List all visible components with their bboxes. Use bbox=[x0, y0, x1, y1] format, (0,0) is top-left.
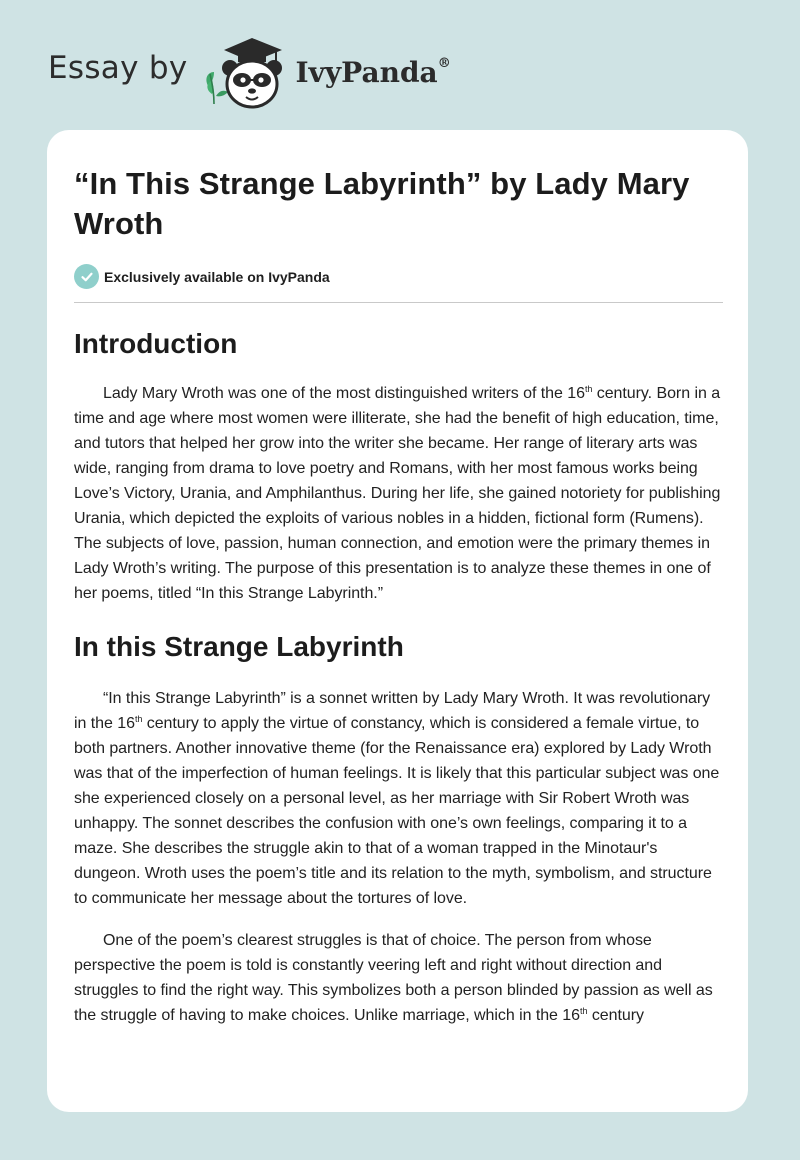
divider bbox=[74, 302, 723, 303]
section-heading-labyrinth: In this Strange Labyrinth bbox=[74, 631, 404, 662]
paragraph: Lady Mary Wroth was one of the most distinguished writers of the 16th century. Born in a time and age where most women were illiterate, she had the benefit of high education, time, and tutors that helped her grow into the writer she became. Her range of literary arts was wide, ranging from drama to love poetry and Romans, with her most famous works being Love’s Victory, Urania, and Amphilanthus. During her life, she gained notoriety for publishing Urania, which depicted the exploits of various nobles in a hidden, fictional form (Rumens). The subjects of love, passion, human connection, and emotion were the primary themes in Lady Wroth’s writing. The purpose of this presentation is to analyze these themes in one of her poems, titled “In this Strange Labyrinth.” bbox=[74, 384, 721, 602]
essay-card bbox=[47, 130, 748, 1112]
brand-name: IvyPanda® bbox=[295, 55, 451, 89]
exclusive-badge-label: Exclusively available on IvyPanda bbox=[104, 268, 330, 285]
panda-graduation-cap-icon bbox=[202, 34, 290, 114]
registered-mark: ® bbox=[437, 56, 451, 72]
paragraph: One of the poem’s clearest struggles is that of choice. The person from whose perspective the poem is told is constantly veering left and right without direction and struggles to find the right way. This symbolizes both a person blinded by passion as well as the struggle of having to make choices. Unlike marriage, which in the 16th century bbox=[74, 932, 713, 1024]
section-heading-introduction: Introduction bbox=[74, 328, 238, 359]
paragraph: “In this Strange Labyrinth” is a sonnet written by Lady Mary Wroth. It was revolutionary in the 16th century to apply the virtue of constancy, which is considered a female virtue, to both partners. Another innovative theme (for the Renaissance era) explored by Lady Wroth was that of the imperfection of human feelings. It is likely that this particular subject was one she experienced closely on a personal level, as her marriage with Sir Robert Wroth was unhappy. The sonnet describes the confusion with one’s own feelings, comparing it to a maze. She describes the struggle akin to that of a woman trapped in the Minotaur's dungeon. Wroth uses the poem’s title and its relation to the myth, symbolism, and structure to communicate her message about the tortures of love. bbox=[74, 690, 720, 907]
check-circle-icon bbox=[74, 264, 99, 289]
ivypanda-logo[interactable] bbox=[202, 34, 451, 114]
site-header bbox=[48, 34, 451, 114]
exclusive-badge bbox=[74, 264, 723, 289]
essay-content bbox=[74, 164, 723, 1028]
ivy-leaf-icon bbox=[206, 72, 228, 104]
essay-by-label: Essay by bbox=[48, 50, 188, 86]
essay-title: “In This Strange Labyrinth” by Lady Mary Wroth bbox=[74, 166, 690, 241]
